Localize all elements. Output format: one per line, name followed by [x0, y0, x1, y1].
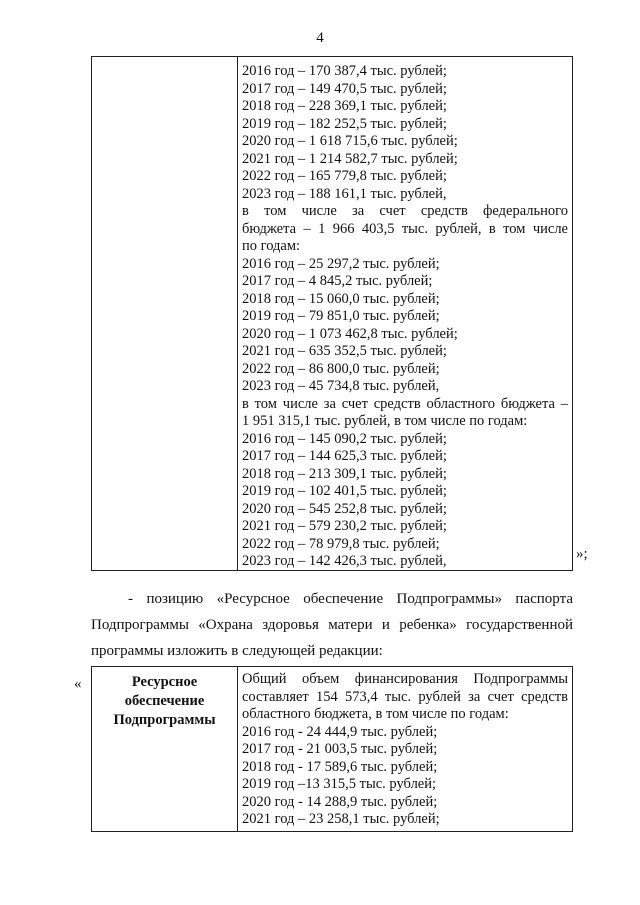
funding-line: 2018 год - 17 589,6 тыс. рублей; [242, 758, 438, 775]
funding-line: 2021 год – 1 214 582,7 тыс. рублей; [242, 150, 458, 167]
funding-line: 2016 год - 24 444,9 тыс. рублей; [242, 723, 438, 740]
funding-line: 2018 год – 228 369,1 тыс. рублей; [242, 98, 447, 114]
resource-provision-heading [92, 673, 237, 730]
funding-line: 1 951 315,1 тыс. рублей, в том числе по годам: [242, 413, 528, 429]
resource-provision-details [242, 671, 568, 829]
heading-line: Подпрограммы [113, 712, 216, 728]
funding-details-cell [242, 63, 568, 571]
funding-line: 2020 год – 1 618 715,6 тыс. рублей; [242, 133, 458, 149]
funding-line: 2022 год – 86 800,0 тыс. рублей; [242, 360, 440, 377]
funding-line: 2017 год – 4 845,2 тыс. рублей; [242, 273, 433, 289]
funding-line: бюджета – 1 966 403,5 тыс. рублей, в том числе [242, 220, 568, 237]
closing-quote: »; [576, 546, 588, 562]
funding-line: 2022 год – 78 979,8 тыс. рублей; [242, 535, 440, 552]
funding-line: 2018 год – 213 309,1 тыс. рублей; [242, 465, 447, 482]
funding-line: 2021 год – 23 258,1 тыс. рублей; [242, 811, 440, 827]
funding-line: 2019 год –13 315,5 тыс. рублей; [242, 776, 437, 792]
funding-line: 2016 год – 25 297,2 тыс. рублей; [242, 255, 440, 272]
funding-line: 2021 год – 635 352,5 тыс. рублей; [242, 343, 447, 359]
instruction-line: программы изложить в следующей редакции: [91, 643, 383, 659]
funding-line: 2020 год – 1 073 462,8 тыс. рублей; [242, 325, 458, 342]
column-divider [237, 57, 238, 570]
funding-line: Общий объем финансирования Подпрограммы [242, 671, 568, 687]
funding-line: 2022 год – 165 779,8 тыс. рублей; [242, 168, 447, 184]
opening-quote: « [74, 676, 82, 692]
funding-line: 2016 год – 170 387,4 тыс. рублей; [242, 63, 447, 79]
heading-line: обеспечение [124, 693, 205, 709]
funding-table-continued [91, 56, 573, 571]
funding-line: 2021 год – 579 230,2 тыс. рублей; [242, 518, 447, 534]
funding-line: в том числе за счет средств федерального [242, 203, 568, 219]
funding-line: 2016 год – 145 090,2 тыс. рублей; [242, 430, 447, 447]
funding-line: областного бюджета, в том числе по годам: [242, 706, 509, 722]
funding-line: составляет 154 573,4 тыс. рублей за счет средств [242, 688, 568, 705]
resource-provision-table [91, 666, 573, 832]
instruction-line: Подпрограммы «Охрана здоровья матери и ребенка» государственной [91, 617, 573, 633]
instruction-line: - позицию «Ресурсное обеспечение Подпрограммы» паспорта [128, 591, 573, 607]
funding-line: 2017 год - 21 003,5 тыс. рублей; [242, 741, 438, 757]
funding-line: 2020 год – 545 252,8 тыс. рублей; [242, 500, 447, 517]
funding-line: 2019 год – 102 401,5 тыс. рублей; [242, 483, 447, 499]
funding-line: 2023 год – 45 734,8 тыс. рублей, [242, 378, 440, 394]
funding-line: 2019 год – 79 851,0 тыс. рублей; [242, 308, 440, 324]
funding-line: 2018 год – 15 060,0 тыс. рублей; [242, 290, 440, 307]
heading-line: Ресурсное [131, 674, 198, 690]
column-divider [237, 667, 238, 831]
funding-line: 2023 год – 142 426,3 тыс. рублей, [242, 553, 447, 569]
funding-line: 2019 год – 182 252,5 тыс. рублей; [242, 115, 447, 132]
instruction-paragraph [91, 586, 573, 664]
funding-line: 2020 год - 14 288,9 тыс. рублей; [242, 793, 438, 810]
funding-line: 2017 год – 149 470,5 тыс. рублей; [242, 80, 447, 97]
funding-line: 2023 год – 188 161,1 тыс. рублей, [242, 185, 447, 202]
funding-line: 2017 год – 144 625,3 тыс. рублей; [242, 448, 447, 464]
funding-line: по годам: [242, 238, 301, 254]
page-number: 4 [316, 30, 324, 46]
funding-line: в том числе за счет средств областного бюджета – [242, 395, 568, 412]
